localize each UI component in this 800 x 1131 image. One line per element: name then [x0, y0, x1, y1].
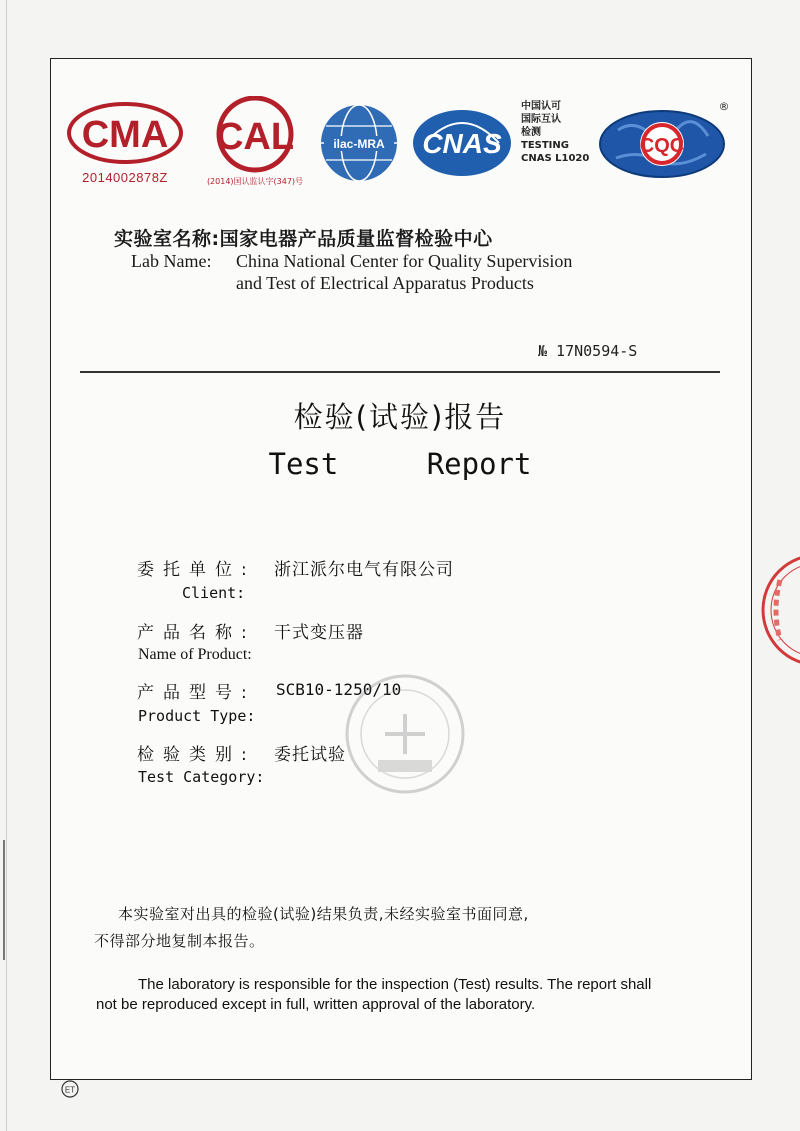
ilac-mra-logo — [318, 102, 400, 184]
cma-logo-mark — [66, 100, 184, 170]
cqc-logo — [598, 100, 730, 180]
svg-text:ilac-MRA: ilac-MRA — [333, 137, 385, 151]
product-type-label-cn: 产品型号: — [137, 683, 256, 703]
product-name-label-cn: 产品名称: — [137, 623, 256, 643]
scan-edge-mark — [3, 840, 5, 960]
divider-rule — [80, 371, 720, 373]
lab-name-cn-value: 国家电器产品质量监督检验中心 — [219, 228, 493, 250]
cal-number: (2014)国认监认字(347)号 — [206, 177, 304, 186]
cnas-logo — [411, 108, 513, 178]
cnas-line: TESTING — [521, 140, 569, 151]
cnas-line: CNAS L1020 — [521, 153, 590, 164]
product-name-label-en: Name of Product: — [138, 646, 252, 663]
cal-logo — [196, 96, 314, 192]
test-category-label-en: Test Category: — [138, 768, 265, 786]
svg-text:CNAS: CNAS — [422, 128, 502, 159]
test-category-value: 委托试验 — [274, 745, 346, 765]
cnas-line: 检测 — [521, 127, 541, 138]
cqc-globe-icon — [598, 100, 730, 180]
svg-text:CMA: CMA — [81, 114, 169, 156]
client-label-en: Client: — [182, 584, 246, 602]
report-title-en: Test Report — [268, 447, 532, 481]
et-mark-icon — [61, 1080, 79, 1098]
lab-name-en-line1: China National Center for Quality Supervision — [236, 251, 573, 271]
statement-cn-line1: 本实验室对出具的检验(试验)结果负责,未经实验室书面同意, — [118, 905, 529, 923]
statement-en-line2: not be reproduced except in full, written approval of the laboratory. — [96, 996, 536, 1013]
lab-name-cn-label: 实验室名称: — [114, 228, 220, 250]
client-label-cn: 委托单位: — [137, 560, 256, 580]
cma-logo — [66, 100, 184, 190]
product-name-value: 干式变压器 — [274, 623, 364, 643]
report-number: № 17N0594-S — [538, 342, 638, 360]
lab-name-en-label: Lab Name: — [131, 251, 212, 271]
statement-en-line1: The laboratory is responsible for the inspection (Test) results. The report shall — [138, 976, 652, 993]
embossed-seal — [330, 672, 480, 797]
statement-cn-line2: 不得部分地复制本报告。 — [94, 932, 265, 950]
test-category-label-cn: 检验类别: — [137, 745, 256, 765]
lab-name-en-line2: and Test of Electrical Apparatus Products — [236, 273, 534, 293]
cnas-line: 中国认可 — [521, 101, 561, 112]
cnas-logo-mark — [411, 108, 513, 178]
svg-text:CQC: CQC — [639, 135, 685, 157]
scan-edge — [6, 0, 7, 1131]
client-value: 浙江派尔电气有限公司 — [274, 560, 454, 580]
et-mark-text: ET — [64, 1085, 76, 1095]
registered-mark: ® — [718, 100, 730, 113]
product-type-value: SCB10-1250/10 — [276, 680, 402, 699]
ilac-globe-icon — [318, 102, 400, 184]
cnas-line: 国际互认 — [521, 114, 561, 125]
svg-text:CAL: CAL — [215, 116, 295, 158]
cma-number: 2014002878Z — [82, 170, 168, 185]
report-title-cn: 检验(试验)报告 — [293, 400, 507, 434]
product-type-label-en: Product Type: — [138, 707, 256, 725]
cal-logo-mark — [196, 96, 314, 176]
red-seal — [758, 540, 800, 680]
lab-name-cn — [114, 224, 493, 251]
